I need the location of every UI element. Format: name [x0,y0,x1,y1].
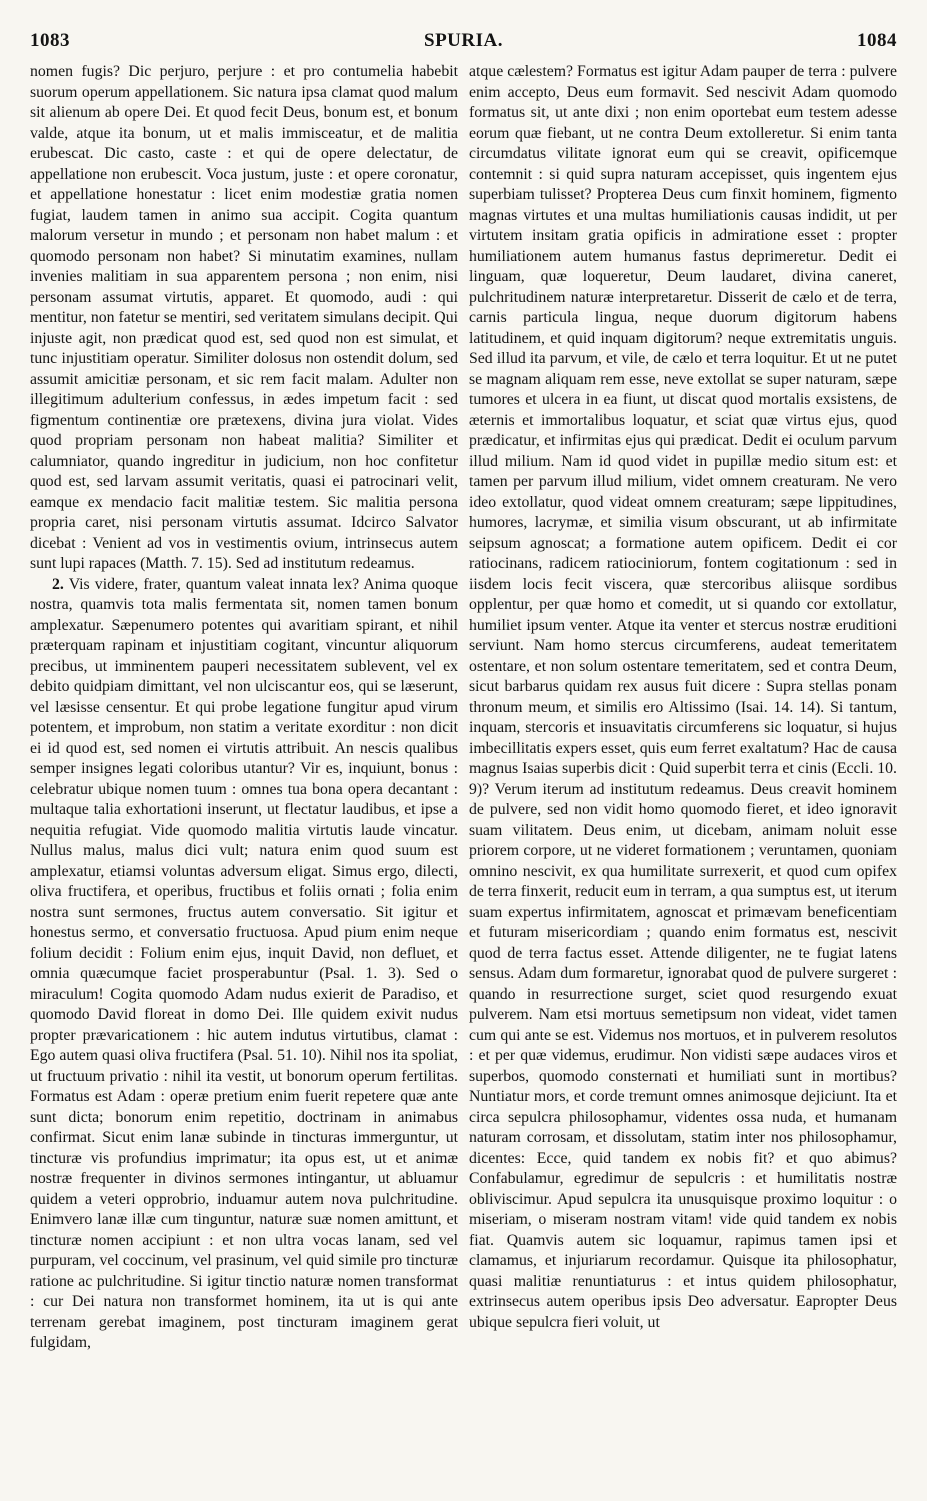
left-page-number: 1083 [30,30,70,51]
left-column-paragraph-1: nomen fugis? Dic perjuro, perjure : et pro contumelia habebit suorum operum appellationem. Sic natura ipsa clamat quod malum sit alienum ab opere Dei. Et quod fecit Deus, bonum est, et bonum valde, atque ita bonum, ut et malis immisceatur, et de malitia erubescat. Dic casto, caste : et qui de opere delectatur, de appellatione non erubescit. Voca justum, juste : et opere coronatur, et appellatione honestatur : licet enim modestiæ gratia nomen fugiat, laudem tamen in animo sua accipit. Cogita quantum malorum versetur in mundo ; et personam non habet malum : et quomodo personam non habet? Si minutatim examines, nullam invenies malitiam in sua apparentem persona ; non enim, nisi personam assumat virtutis, apparet. Et quomodo, audi : qui mentitur, non fatetur se mentiri, sed veritatem simulans decipit. Qui injuste agit, non prædicat quod est, sed quod non est simulat, et tunc injustitiam operatur. Similiter dolosus non ostendit dolum, sed assumit amicitiæ personam, et sic rem facit malam. Adulter non illegitimum adulterium confessus, in ædes impetum facit : sed figmentum continentiæ ore prætexens, divina jura violat. Vides quod propriam personam non habeat malitia? Similiter et calumniator, quando ingreditur in judicium, non hoc confitetur quod est, sed larvam assumit veritatis, quasi ei patrocinari velit, eamque ex mendacio facit malitiæ testem. Sic malitia persona propria caret, nisi personam virtutis assumat. Idcirco Salvator dicebat : Venient ad vos in vestimentis ovium, intrinsecus autem sunt lupi rapaces (Matth. 7. 15). Sed ad institutum redeamus. [30,63,458,572]
text-columns [30,62,897,1489]
left-column-paragraph-2 [30,575,458,1354]
left-column [30,62,458,1489]
left-column-paragraph-2-text: Vis videre, frater, quantum valeat innata lex? Anima quoque nostra, quamvis tota malis fermentata sit, nomen tamen bonum amplexatur. Sæpenumero potentes qui avaritiam spirant, et nihil præterquam rapinam et injustitiam cogitant, vincuntur aliquorum precibus, ut imminentem pauperi necessitatem sublevent, vel ex debito quidpiam dimittant, vel non ulciscantur eos, qui se læserunt, vel læsisse censentur. Et qui probe legatione fungitur apud virum potentem, et improbum, non statim a veritate exorditur : non dicit ei id quod est, sed nomen ei virtutis attribuit. An nescis qualibus semper insignes legati coloribus utantur? Vir es, inquiunt, bonus : celebratur ubique nomen tuum : omnes tua bona opera decantant : multaque talia exhortationi inserunt, ut flectatur laudibus, et ipse a nequitia refugiat. Vide quomodo malitia virtutis laude vincatur. Nullus malus, malus dici vult; natura enim quod suum est amplexatur, etiamsi voluntas adversum eligat. Simus ergo, dilecti, oliva fructifera, et operibus, fructibus et foliis ornati ; folia enim nostra sunt sermones, fructus autem conversatio. Sit igitur et honestus sermo, et conversatio fructuosa. Apud pium enim neque folium decidit : Folium enim ejus, inquit David, non defluet, et omnia quæcumque faciet prosperabuntur (Psal. 1. 3). Sed o miraculum! Cogita quomodo Adam nudus exierit de Paradiso, et quomodo David floreat in domo Dei. Ille quidem exivit nudus propter prævaricationem : hic autem indutus virtutibus, clamat : Ego autem quasi oliva fructifera (Psal. 51. 10). Nihil nos ita spoliat, ut fructuum privatio : nihil ita vestit, ut bonorum operum fertilitas. Formatus est Adam : operæ pretium enim fuerit repetere quæ ante sunt dicta; bonorum enim repetitio, doctrinam in animabus confirmat. Sicut enim lanæ subinde in tincturas immerguntur, ut tincturæ vis profundius imprimatur; ita opus est, ut et animæ nostræ frequenter in divinos sermones intingantur, ut abluamur quidem a veteri opprobrio, induamur autem nova pulchritudine. Enimvero lanæ illæ cum tinguntur, naturæ suæ nomen amittunt, et tincturæ nomen accipiunt : et non ultra vocas lanam, sed vel purpuram, vel coccinum, vel prasinum, vel quid simile pro tincturæ ratione ac pulchritudine. Si igitur tinctio naturæ nomen transformat : cur Dei natura non transformet hominem, ita ut is qui ante terrenam gerebat imaginem, post tincturam imaginem gerat fulgidam, [30,575,458,1351]
running-head [30,30,897,58]
right-page-number: 1084 [857,30,897,51]
paragraph-number: 2. [52,575,64,593]
running-title: SPURIA. [424,30,503,51]
right-column-paragraph-1: atque cælestem? Formatus est igitur Adam pauper de terra : pulvere enim accepto, Deus eum formavit. Sed nescivit Adam quomodo formatus sit, ut ante dixi ; non enim oportebat eum testem adesse eorum quæ fiebant, ut ne contra Deum extolleretur. Si enim tanta circumdatus vilitate ignorat eum qui se creavit, opificemque contemnit : si quid supra naturam accepisset, quis ingentem ejus superbiam tulisset? Propterea Deus cum finxit hominem, figmento magnas virtutes et una multas humiliationis causas indidit, ut per virtutem insitam gratia opificis in admiratione esset : propter humiliationem autem humanus fastus deprimeretur. Dedit ei linguam, quæ loqueretur, Deum laudaret, divina caneret, pulchritudinem naturæ interpretaretur. Disserit de cælo et de terra, carnis particula lingua, neque duorum digitorum habens latitudinem, et quid inquam digitorum? neque extremitatis unguis. Sed illud ita parvum, et vile, de cælo et terra loquitur. Et ut ne putet se magnam aliquam rem esse, neve extollat se super naturam, sæpe tumores et ulcera in ea fiunt, ut discat quod mortalis exsistens, de æternis et immortalibus loquatur, et sciat quæ virtus ejus, quod prædicatur, et infirmitas ejus qui prædicat. Dedit ei oculum parvum illud milium. Nam id quod videt in pupillæ medio situm est: et tamen per parvum illud milium, videt omnem creaturam. Ne vero ideo extollatur, quod videat omnem creaturam; sæpe lippitudines, humores, lacrymæ, et similia visum obscurant, ut ab infirmitate seipsum agnoscat; a formatione autem opificem. Dedit ei cor ratiocinans, radicem ratiociniorum, fontem cogitationum : sed in iisdem locis fecit viscera, quæ stercoribus aliisque sordibus opplentur, per quæ homo et comedit, ut si quando cor extollatur, humiliet ipsum venter. Atque ita venter et stercus nostræ eruditioni serviunt. Nam homo stercus circumferens, audeat temeritatem ostentare, et non solum ostentare temeritatem, sed et contra Deum, sicut barbarus quidam rex ausus fuit dicere : Supra stellas ponam thronum meum, et similis ero Altissimo (Isai. 14. 14). Si tantum, inquam, stercoris et insuavitatis circumferens sic loquatur, si hujus imbecillitatis expers esset, quis eum ferret exaltatum? Hac de causa magnus Isaias superbis dicit : Quid superbit terra et cinis (Eccli. 10. 9)? Verum iterum ad institutum redeamus. Deus creavit hominem de pulvere, sed non vidit homo quomodo fieret, et ideo ignoravit suam vilitatem. Deus enim, ut dicebam, animam noluit esse priorem corpore, ut ne videret formationem ; veruntamen, quoniam omnino nescivit, ex qua humilitate surrexerit, et quod cum opifex de terra finxerit, reducit eum in terram, a qua sumptus est, ut iterum suam expertus infirmitatem, agnoscat et primævam beneficentiam et futuram misericordiam ; quando enim formatus est, nescivit quod de terra factus esset. Attende diligenter, ne te fugiat latens sensus. Adam dum formaretur, ignorabat quod de pulvere surgeret : quando in resurrectione surget, sciet quod resurgendo exuat pulverem. Nam etsi mortuus semetipsum non videat, videt tamen cum qui ante se est. Videmus nos mortuos, et in pulverem resolutos : et per quæ videmus, erudimur. Non vidisti sæpe audaces viros et superbos, quomodo consternati et humiliati sunt in mortibus? Nuntiatur mors, et corde tremunt omnes animosque dejiciunt. Ita et circa sepulcra philosophamur, videntes ossa nuda, et humanam naturam corrosam, et dissolutam, statim inter nos philosophamur, dicentes: Ecce, quid tandem ex nobis fit? et quo abimus? Confabulamur, egredimur de sepulcris : et humilitatis nostræ obliviscimur. Apud sepulcra ita unusquisque proximo loquitur : o miseriam, o miseram nostram vitam! vide quid tandem ex nobis fiat. Quamvis autem sic loquamur, rapimus tamen ipsi et clamamus, et injuriarum recordamur. Quisque ita philosophatur, quasi malitiæ renuntiaturus : et intus quidem philosophatur, extrinsecus autem operibus ipsis Deo adversatur. Eapropter Deus ubique sepulcra fieri voluit, ut [469,63,897,1331]
right-column [469,62,897,1489]
